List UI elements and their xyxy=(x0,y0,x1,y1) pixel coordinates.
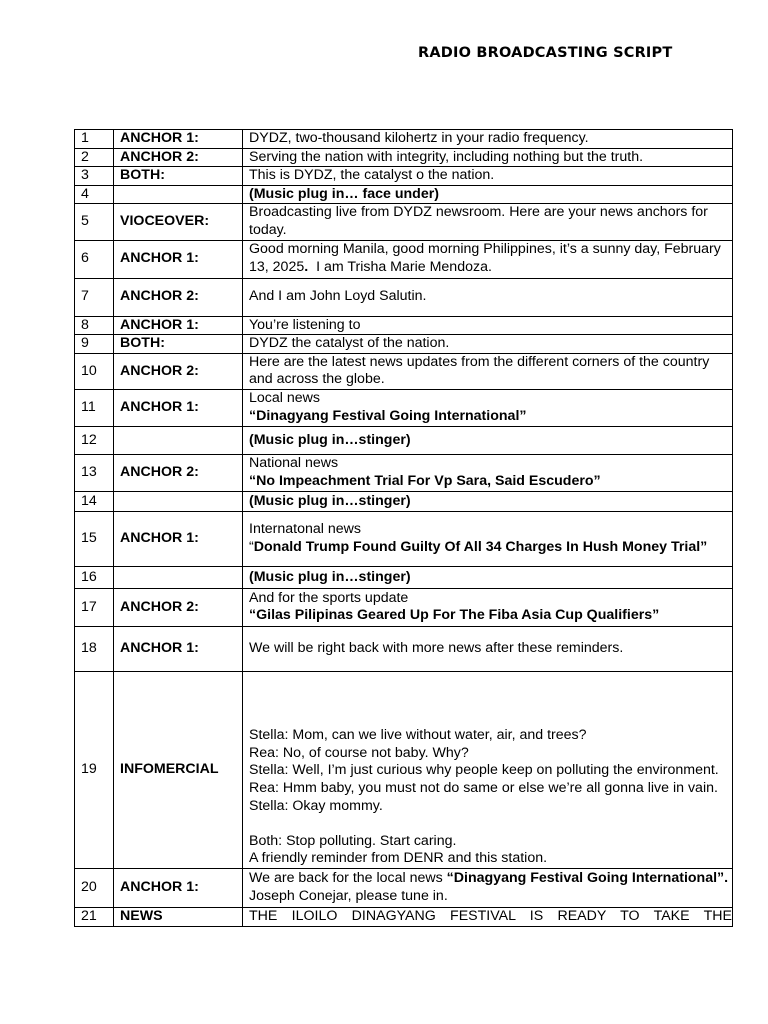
row-number: 17 xyxy=(75,588,114,626)
script-line xyxy=(243,454,733,491)
script-row xyxy=(75,626,733,671)
speaker-cell: ANCHOR 2: xyxy=(114,588,243,626)
news-headline: “Gilas Pilipinas Geared Up For The Fiba Asia Cup Qualifiers” xyxy=(249,607,660,624)
row-number: 9 xyxy=(75,335,114,354)
script-line: DYDZ the catalyst of the nation. xyxy=(243,335,733,354)
news-body: THE ILOILO DINAGYANG FESTIVAL IS READY TO TAKE THE xyxy=(243,907,733,926)
line-period: . xyxy=(304,259,309,276)
row-number: 3 xyxy=(75,167,114,186)
dialogue-line: Stella: Well, I’m just curious why people keep on polluting the environment. xyxy=(249,762,719,779)
speaker-cell: ANCHOR 1: xyxy=(114,240,243,278)
speaker-cell: ANCHOR 1: xyxy=(114,868,243,907)
row-number: 7 xyxy=(75,278,114,316)
row-number: 15 xyxy=(75,511,114,566)
news-category: Local news xyxy=(249,390,320,407)
row-number: 2 xyxy=(75,148,114,167)
music-cue: (Music plug in… face under) xyxy=(243,185,733,204)
news-headline: “No Impeachment Trial For Vp Sara, Said Escudero” xyxy=(249,472,601,489)
script-row xyxy=(75,353,733,389)
dialogue-line: Stella: Mom, can we live without water, air, and trees? xyxy=(249,727,587,744)
music-cue: (Music plug in…stinger) xyxy=(243,426,733,454)
script-row xyxy=(75,454,733,491)
script-line xyxy=(243,389,733,426)
row-number: 12 xyxy=(75,426,114,454)
script-row xyxy=(75,907,733,926)
speaker-cell: INFOMERCIAL xyxy=(114,671,243,868)
script-line: You’re listening to xyxy=(243,316,733,335)
line-text: Joseph Conejar, please tune in. xyxy=(249,887,448,904)
row-number: 20 xyxy=(75,868,114,907)
row-number: 13 xyxy=(75,454,114,491)
music-cue: (Music plug in…stinger) xyxy=(243,566,733,588)
speaker-cell xyxy=(114,185,243,204)
script-row xyxy=(75,185,733,204)
line-text: We are back for the local news xyxy=(249,870,447,887)
speaker-cell xyxy=(114,426,243,454)
quote-mark: “ xyxy=(249,538,254,555)
speaker-cell: NEWS xyxy=(114,907,243,926)
script-row xyxy=(75,389,733,426)
script-line xyxy=(243,588,733,626)
script-row xyxy=(75,868,733,907)
speaker-cell: BOTH: xyxy=(114,167,243,186)
script-line xyxy=(243,511,733,566)
dialogue-line: Rea: No, of course not baby. Why? xyxy=(249,744,469,761)
line-text: I am Trisha Marie Mendoza. xyxy=(308,259,492,276)
script-table xyxy=(74,129,733,927)
infomercial-script xyxy=(243,671,733,868)
script-row xyxy=(75,671,733,868)
speaker-cell: ANCHOR 2: xyxy=(114,454,243,491)
row-number: 14 xyxy=(75,491,114,511)
row-number: 11 xyxy=(75,389,114,426)
speaker-cell: ANCHOR 1: xyxy=(114,316,243,335)
script-row xyxy=(75,511,733,566)
script-row xyxy=(75,566,733,588)
document-title: RADIO BROADCASTING SCRIPT xyxy=(418,45,673,61)
script-line: Broadcasting live from DYDZ newsroom. Here are your news anchors for today. xyxy=(243,204,733,240)
script-row xyxy=(75,204,733,240)
row-number: 21 xyxy=(75,907,114,926)
row-number: 4 xyxy=(75,185,114,204)
script-line: Here are the latest news updates from the different corners of the country and across the globe. xyxy=(243,353,733,389)
script-row xyxy=(75,335,733,354)
speaker-cell xyxy=(114,491,243,511)
news-category: National news xyxy=(249,455,339,472)
speaker-cell xyxy=(114,566,243,588)
news-headline: Donald Trump Found Guilty Of All 34 Charges In Hush Money Trial” xyxy=(253,538,708,555)
speaker-cell: ANCHOR 1: xyxy=(114,130,243,149)
music-cue: (Music plug in…stinger) xyxy=(243,491,733,511)
row-number: 16 xyxy=(75,566,114,588)
news-category: And for the sports update xyxy=(249,589,409,606)
speaker-cell: VIOCEOVER: xyxy=(114,204,243,240)
row-number: 5 xyxy=(75,204,114,240)
speaker-cell: ANCHOR 1: xyxy=(114,626,243,671)
script-row xyxy=(75,167,733,186)
script-line xyxy=(243,240,733,278)
speaker-cell: BOTH: xyxy=(114,335,243,354)
dialogue-line: A friendly reminder from DENR and this station. xyxy=(249,850,548,867)
dialogue-line: Rea: Hmm baby, you must not do same or else we’re all gonna live in vain. xyxy=(249,779,718,796)
script-line: DYDZ, two-thousand kilohertz in your radio frequency. xyxy=(243,130,733,149)
script-line: This is DYDZ, the catalyst o the nation. xyxy=(243,167,733,186)
speaker-cell: ANCHOR 1: xyxy=(114,511,243,566)
news-category: Internatonal news xyxy=(249,521,361,538)
script-row xyxy=(75,491,733,511)
news-headline: “Dinagyang Festival Going International”. xyxy=(446,870,729,887)
speaker-cell: ANCHOR 2: xyxy=(114,278,243,316)
script-line: And I am John Loyd Salutin. xyxy=(243,278,733,316)
script-row xyxy=(75,426,733,454)
row-number: 8 xyxy=(75,316,114,335)
news-headline: “Dinagyang Festival Going International” xyxy=(249,407,527,424)
script-row xyxy=(75,130,733,149)
dialogue-line xyxy=(249,815,732,833)
script-row xyxy=(75,316,733,335)
row-number: 10 xyxy=(75,353,114,389)
script-row xyxy=(75,240,733,278)
line-text: Good morning Manila, good morning Philippines, it’s a sunny day, February 13, 2025 xyxy=(249,241,721,276)
row-number: 6 xyxy=(75,240,114,278)
script-line xyxy=(243,868,733,907)
script-row xyxy=(75,148,733,167)
script-line: We will be right back with more news after these reminders. xyxy=(243,626,733,671)
script-row xyxy=(75,278,733,316)
speaker-cell: ANCHOR 2: xyxy=(114,353,243,389)
dialogue-line: Stella: Okay mommy. xyxy=(249,797,383,814)
script-row xyxy=(75,588,733,626)
dialogue-line: Both: Stop polluting. Start caring. xyxy=(249,832,457,849)
speaker-cell: ANCHOR 1: xyxy=(114,389,243,426)
row-number: 18 xyxy=(75,626,114,671)
script-line: Serving the nation with integrity, including nothing but the truth. xyxy=(243,148,733,167)
row-number: 1 xyxy=(75,130,114,149)
speaker-cell: ANCHOR 2: xyxy=(114,148,243,167)
row-number: 19 xyxy=(75,671,114,868)
